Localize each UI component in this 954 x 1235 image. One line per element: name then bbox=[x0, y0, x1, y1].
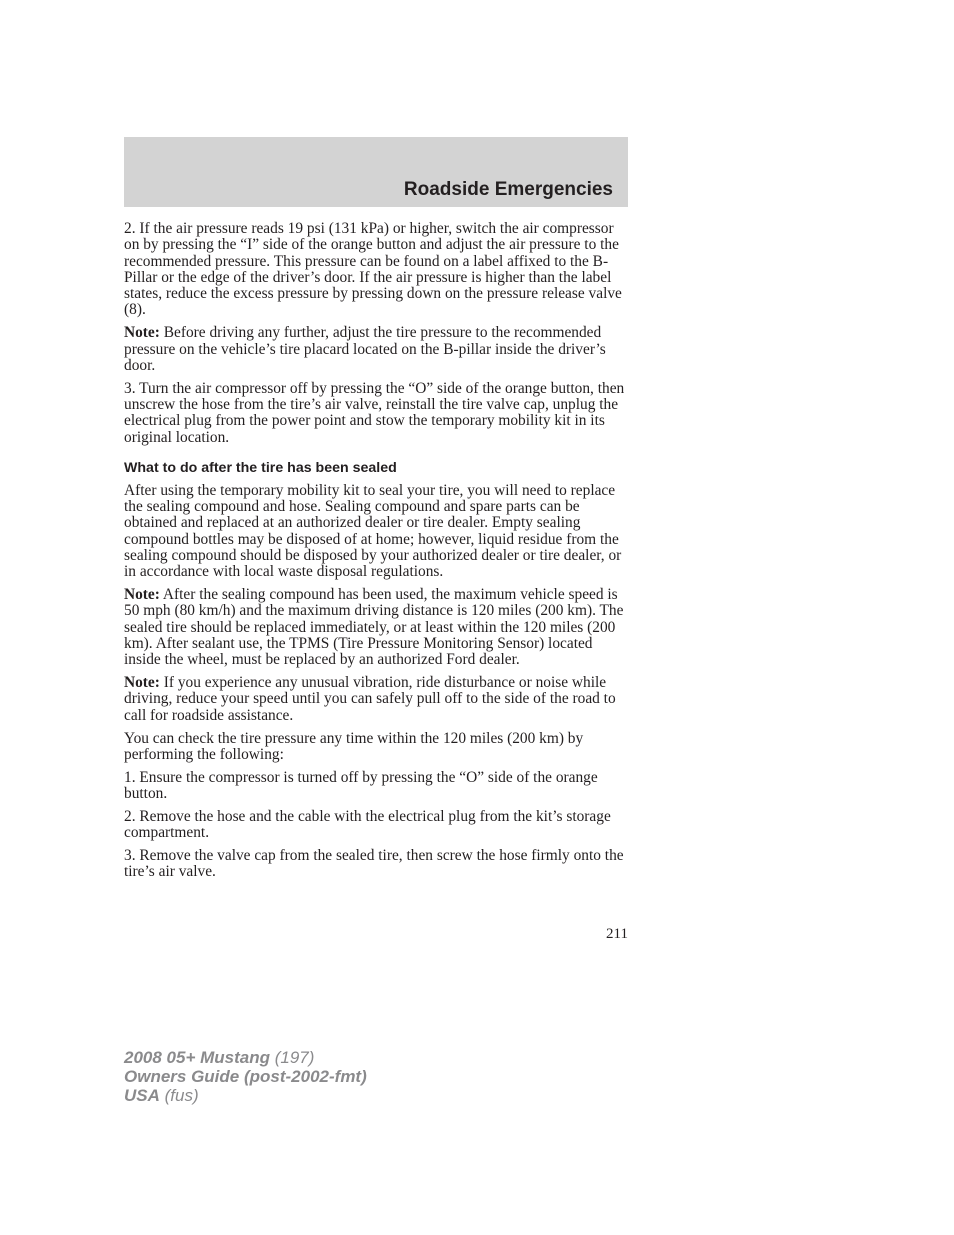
page-body bbox=[124, 221, 628, 887]
footer-line-2 bbox=[124, 1067, 367, 1086]
section-title: Roadside Emergencies bbox=[403, 179, 613, 200]
list-item-step-1: 1. Ensure the compressor is turned off by pressing the “O” side of the orange button. bbox=[124, 768, 598, 802]
paragraph-check-pressure: You can check the tire pressure any time within the 120 miles (200 km) by performing the following: bbox=[124, 729, 584, 763]
note-label: Note: bbox=[124, 324, 160, 342]
section-header-band bbox=[124, 137, 628, 207]
paragraph-step-3: 3. Turn the air compressor off by pressing the “O” side of the orange button, then unscrew the hose from the tire’s air valve, reinstall the tire valve cap, unplug the electrical plug from the power point and stow the temporary mobility kit in its original location. bbox=[124, 379, 625, 446]
footer-market: USA bbox=[124, 1086, 160, 1105]
subheading: What to do after the tire has been sealed bbox=[124, 459, 397, 476]
note-text: Before driving any further, adjust the tire pressure to the recommended pressure on the vehicle’s tire placard located on the B-pillar inside the driver’s door. bbox=[124, 324, 606, 374]
list-item-step-3: 3. Remove the valve cap from the sealed tire, then screw the hose firmly onto the tire’s air valve. bbox=[124, 846, 624, 881]
note-label: Note: bbox=[124, 586, 160, 604]
list-item-step-2: 2. Remove the hose and the cable with the electrical plug from the kit’s storage compartment. bbox=[124, 807, 611, 841]
footer-model: 2008 05+ Mustang bbox=[124, 1048, 270, 1067]
footer-market-code: (fus) bbox=[159, 1086, 199, 1105]
note-label: Note: bbox=[124, 674, 160, 692]
note-paragraph-1 bbox=[124, 325, 628, 374]
paragraph-after-sealing: After using the temporary mobility kit to seal your tire, you will need to replace the sealing compound and hose. Sealing compound and spare parts can be obtained and replaced at an authorized dealer or tire dealer. Empty sealing compound bottles may be disposed of at home; however, liquid residue from the sealing compound should be disposed by your authorized dealer or tire dealer, or in accordance with local waste disposal regulations. bbox=[124, 481, 622, 581]
footer-line-1 bbox=[124, 1048, 367, 1067]
paragraph-step-2: 2. If the air pressure reads 19 psi (131 kPa) or higher, switch the air compressor on by pressing the “I” side of the orange button and adjust the air pressure to the recommended pressure. This pressure can be found on a label affixed to the B-Pillar or the edge of the driver’s door. If the air pressure is higher than the label states, reduce the excess pressure by pressing down on the pressure release valve (8). bbox=[124, 220, 622, 319]
footer-model-code: (197) bbox=[270, 1048, 315, 1067]
note-text: If you experience any unusual vibration, ride disturbance or noise while driving, reduce your speed until you can safely pull off to the side of the road to call for roadside assistance. bbox=[124, 674, 616, 724]
page-number: 211 bbox=[606, 926, 628, 942]
footer-info bbox=[124, 1048, 367, 1105]
footer-line-3 bbox=[124, 1086, 367, 1105]
note-text: After the sealing compound has been used, the maximum vehicle speed is 50 mph (80 km/h) and the maximum driving distance is 120 miles (200 km). The sealed tire should be replaced immediately, or at least within the 120 miles (200 km). After sealant use, the TPMS (Tire Pressure Monitoring Sensor) located inside the wheel, must be replaced by an authorized Ford dealer. bbox=[124, 586, 624, 669]
note-paragraph-3 bbox=[124, 675, 628, 724]
note-paragraph-2 bbox=[124, 587, 628, 668]
footer-guide: Owners Guide (post-2002-fmt) bbox=[124, 1067, 367, 1086]
